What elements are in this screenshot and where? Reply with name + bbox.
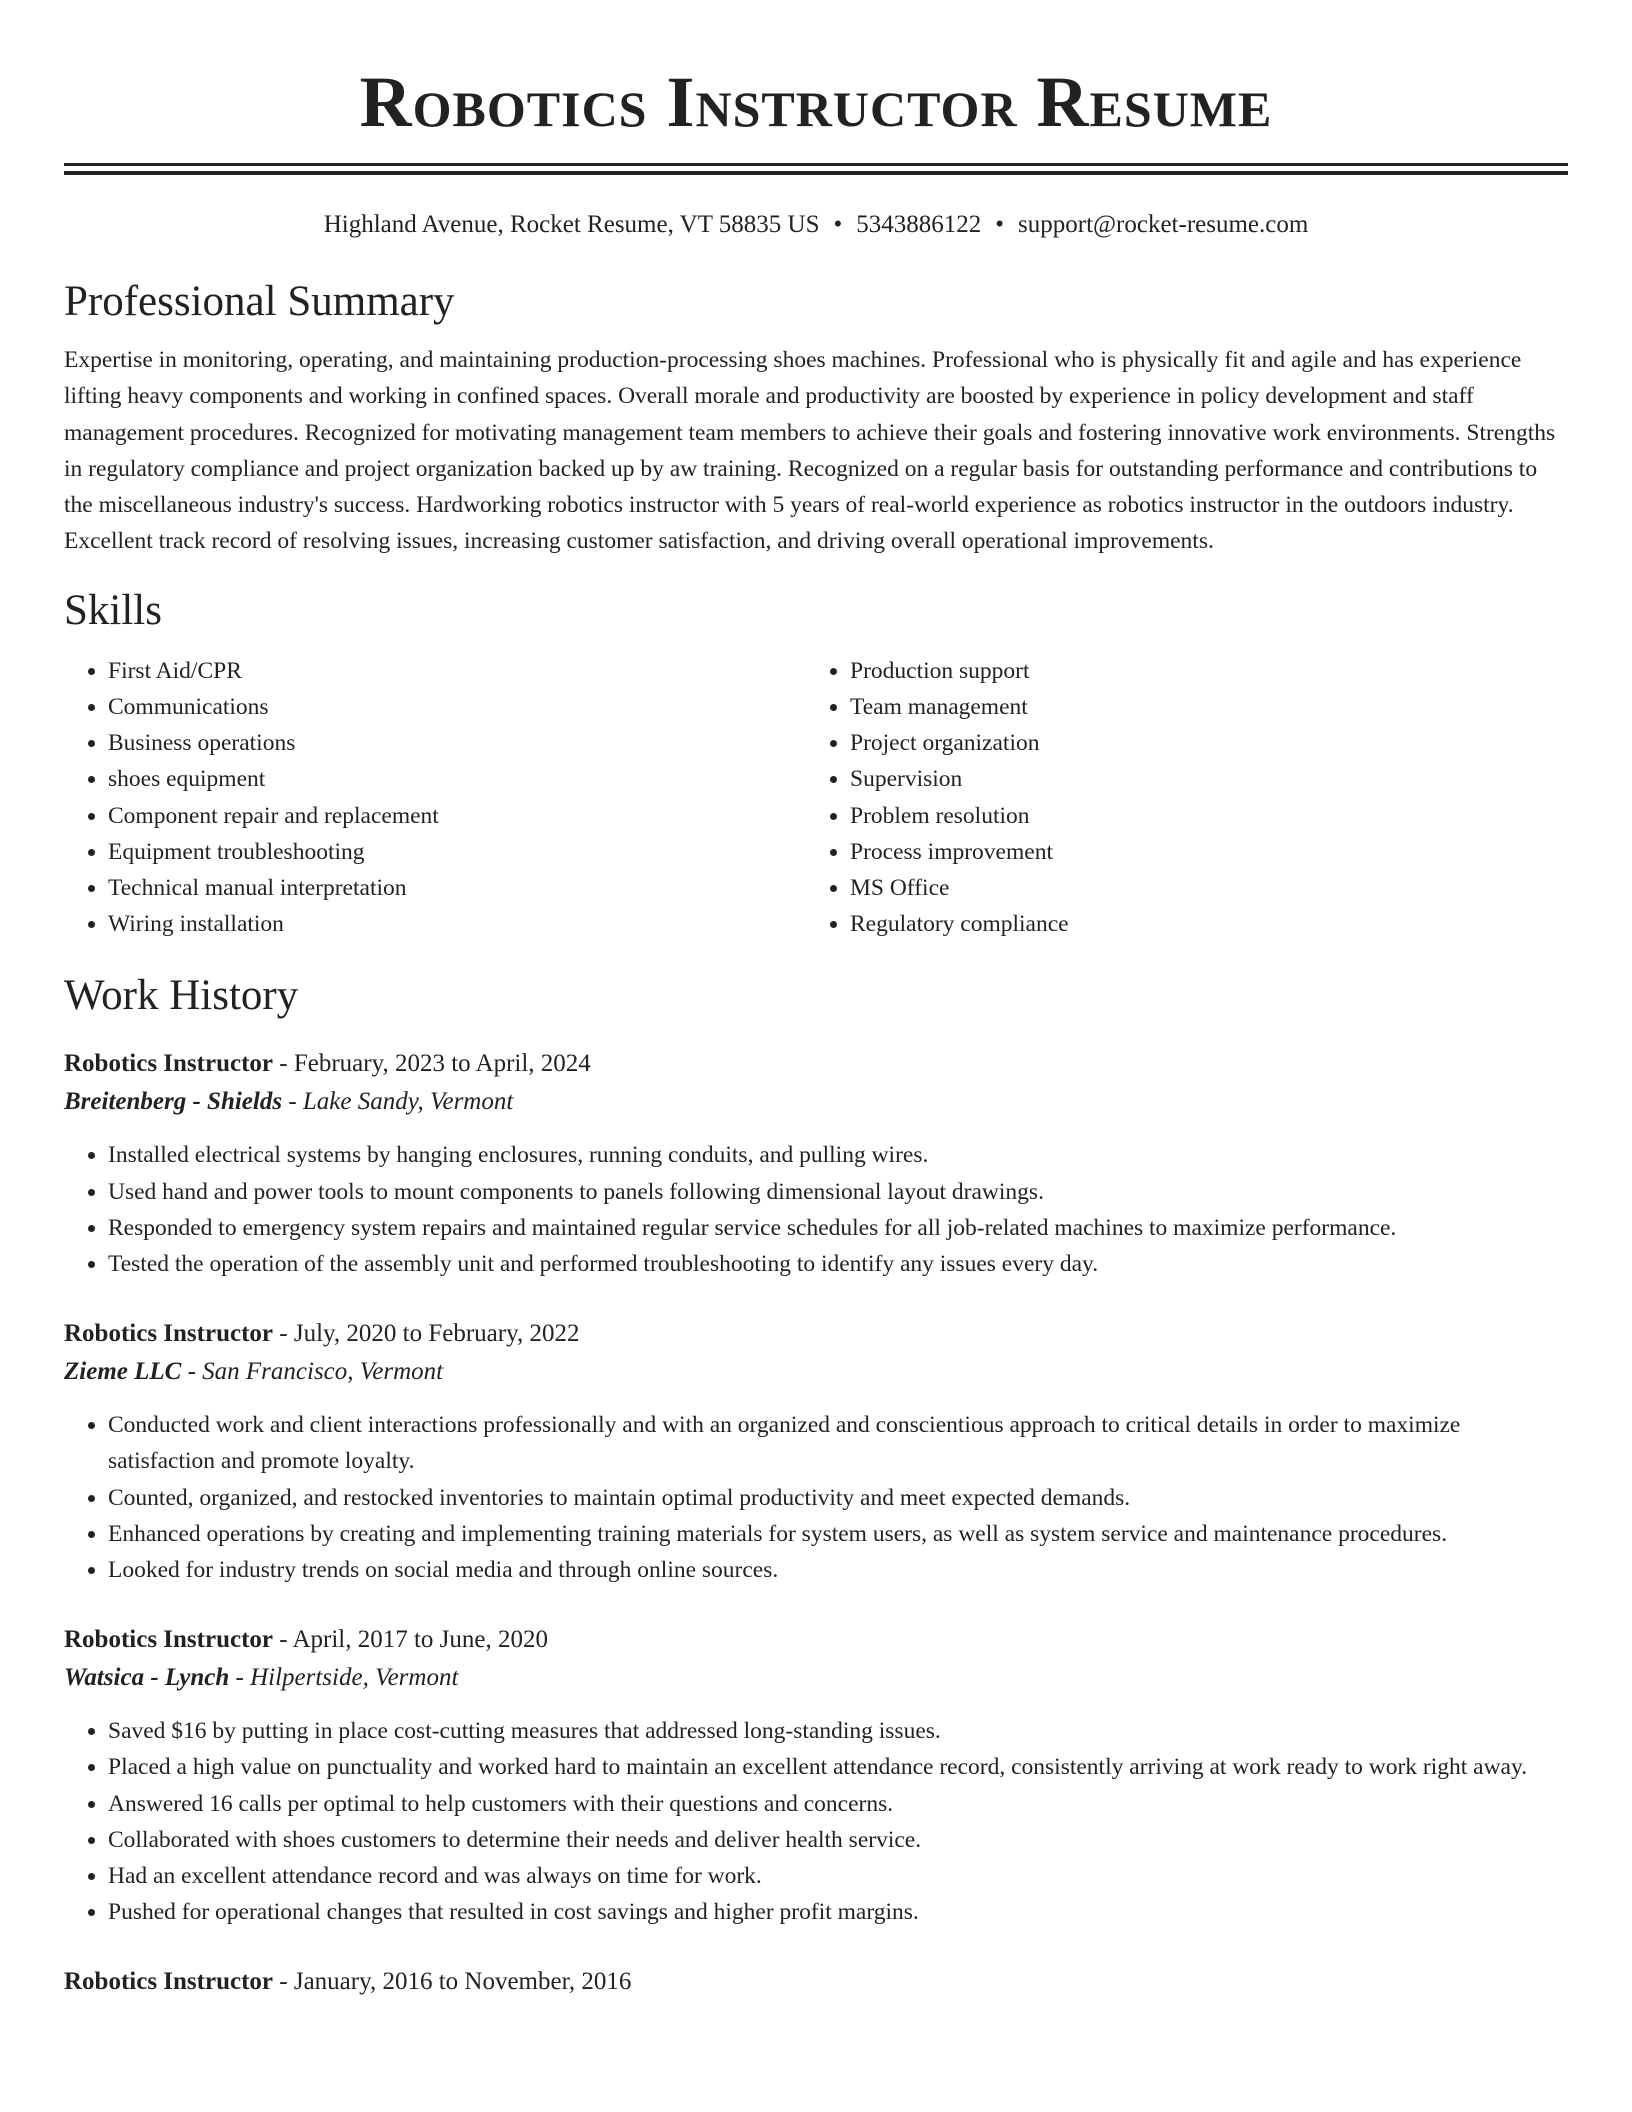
job-dates: - February, 2023 to April, 2024 [273,1050,591,1078]
skill-item: • Team management [850,689,1550,725]
job-company-line [64,1659,1568,1697]
job-title-line [64,1621,1568,1659]
job-location: - Lake Sandy, Vermont [282,1088,514,1116]
contact-separator: • [833,211,843,238]
job-title-line [64,1963,1568,2001]
job-bullet: • Had an excellent attendance record and was always on time for work. [108,1858,1568,1894]
skills-column-right [806,653,1550,943]
resume-page [64,0,1568,2001]
skill-item: • Problem resolution [850,798,1550,834]
job-entry [64,1963,1568,2001]
job-title: Robotics Instructor [64,1626,274,1654]
job-entry [64,1315,1568,1588]
job-entry [64,1621,1568,1930]
job-bullet: • Conducted work and client interactions professionally and with an organized and conscientious approach to critical details in order to maximize satisfaction and promote loyalty. [108,1407,1568,1479]
job-bullet: • Used hand and power tools to mount components to panels following dimensional layout drawings. [108,1174,1568,1210]
skills-list [64,653,1568,943]
skill-item: • Communications [108,689,806,725]
contact-phone: 5343886122 [856,211,982,238]
skill-item: • Equipment troubleshooting [108,834,806,870]
job-company: Breitenberg - Shields [64,1088,283,1116]
job-entry [64,1045,1568,1282]
job-dates: - July, 2020 to February, 2022 [273,1320,580,1348]
job-bullet: • Answered 16 calls per optimal to help customers with their questions and concerns. [108,1786,1568,1822]
job-location: - Hilpertside, Vermont [229,1664,459,1692]
skills-column-left [64,653,806,943]
job-bullet: • Looked for industry trends on social media and through online sources. [108,1552,1568,1588]
summary-heading: Professional Summary [64,278,455,325]
skill-item: • Regulatory compliance [850,906,1550,942]
skill-item: • First Aid/CPR [108,653,806,689]
job-dates: - January, 2016 to November, 2016 [273,1968,632,1996]
skill-item: • shoes equipment [108,761,806,797]
job-bullet: • Saved $16 by putting in place cost-cutting measures that addressed long-standing issues. [108,1713,1568,1749]
job-company-line [64,1083,1568,1121]
skill-item: • Production support [850,653,1550,689]
job-bullets [64,1137,1568,1282]
job-bullet: • Placed a high value on punctuality and worked hard to maintain an excellent attendance record, consistently arriving at work ready to work right away. [108,1749,1568,1785]
summary-text: Expertise in monitoring, operating, and maintaining production-processing shoes machines. Professional who is physically fit and agile and has experience lifting heavy components and working in confined spaces. Overall morale and productivity are boosted by experience in policy development and staff management procedures. Recognized for motivating management team members to achieve their goals and fostering innovative work environments. Strengths in regulatory compliance and project organization backed up by aw training. Recognized on a regular basis for outstanding performance and contributions to the miscellaneous industry's success. Hardworking robotics instructor with 5 years of real-world experience as robotics instructor in the outdoors industry. Excellent track record of resolving issues, increasing customer satisfaction, and driving overall operational improvements. [64,347,1556,555]
job-bullet: • Collaborated with shoes customers to determine their needs and deliver health service. [108,1822,1568,1858]
title-divider-thick [64,163,1568,166]
skills-heading: Skills [64,586,162,634]
contact-line [64,210,1568,240]
job-title-line [64,1045,1568,1083]
title-divider-thin [64,171,1568,175]
job-company: Watsica - Lynch [64,1664,230,1692]
job-company-line [64,1353,1568,1391]
skill-item: • Component repair and replacement [108,798,806,834]
job-title: Robotics Instructor [64,1968,274,1996]
contact-separator: • [995,211,1005,238]
skill-item: • Project organization [850,725,1550,761]
job-title: Robotics Instructor [64,1050,274,1078]
job-bullet: • Installed electrical systems by hanging enclosures, running conduits, and pulling wires. [108,1137,1568,1173]
job-bullets [64,1407,1568,1588]
resume-title: Robotics Instructor Resume [359,62,1273,142]
job-bullet: • Counted, organized, and restocked inventories to maintain optimal productivity and meet expected demands. [108,1480,1568,1516]
skill-item: • MS Office [850,870,1550,906]
job-bullet: • Responded to emergency system repairs and maintained regular service schedules for all job-related machines to maximize performance. [108,1210,1568,1246]
skill-item: • Wiring installation [108,906,806,942]
job-bullet: • Enhanced operations by creating and implementing training materials for system users, as well as system service and maintenance procedures. [108,1516,1568,1552]
skill-item: • Supervision [850,761,1550,797]
job-location: - San Francisco, Vermont [181,1358,444,1386]
skill-item: • Process improvement [850,834,1550,870]
job-bullets [64,1713,1568,1930]
skill-item: • Technical manual interpretation [108,870,806,906]
work-history-heading: Work History [64,972,299,1020]
job-bullet: • Tested the operation of the assembly unit and performed troubleshooting to identify any issues every day. [108,1246,1568,1282]
job-dates: - April, 2017 to June, 2020 [273,1626,549,1654]
job-company: Zieme LLC [64,1358,182,1386]
contact-address: Highland Avenue, Rocket Resume, VT 58835 US [323,211,820,238]
job-title-line [64,1315,1568,1353]
job-title: Robotics Instructor [64,1320,274,1348]
skill-item: • Business operations [108,725,806,761]
job-bullet: • Pushed for operational changes that resulted in cost savings and higher profit margins. [108,1894,1568,1930]
contact-email: support@rocket-resume.com [1018,211,1309,238]
